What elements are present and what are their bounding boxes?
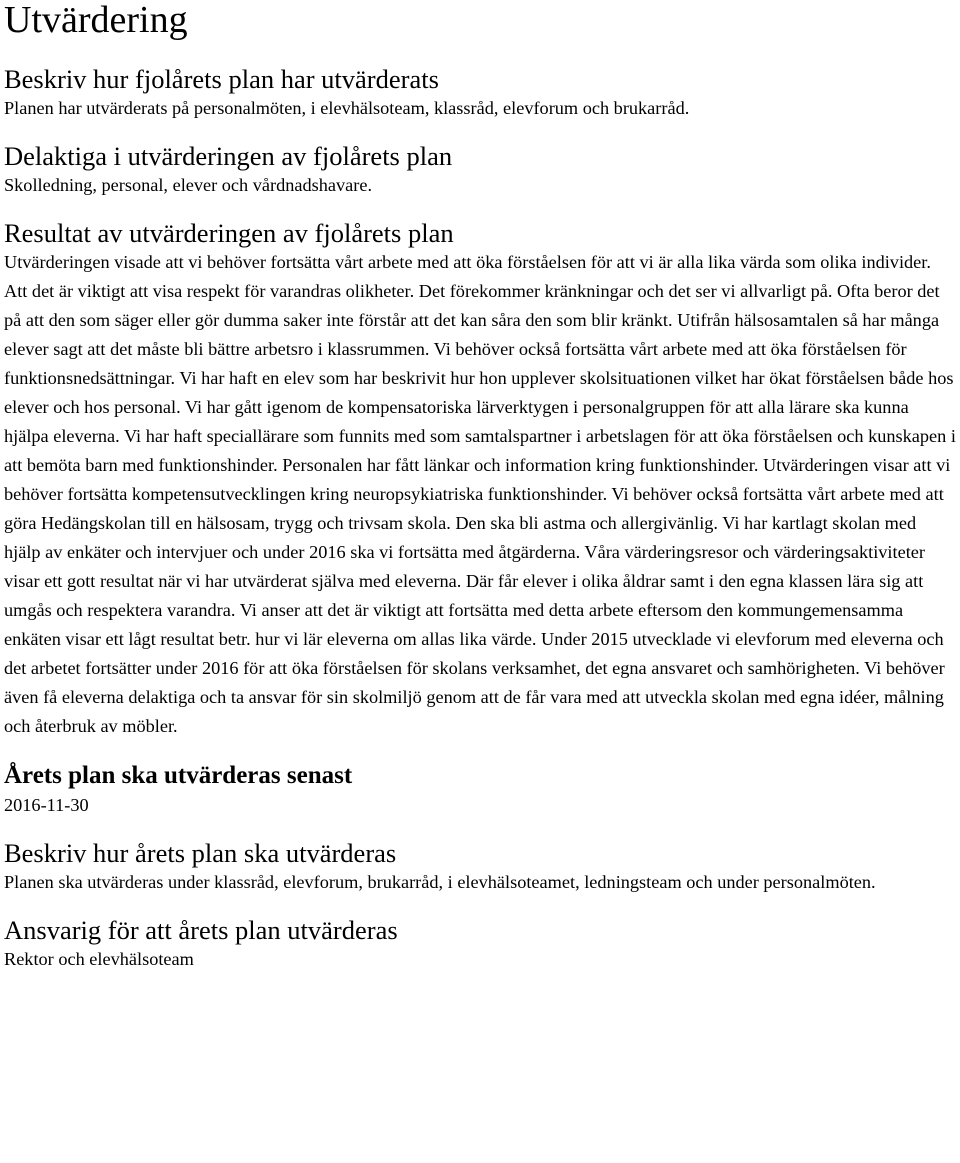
section-text-participants: Skolledning, personal, elever och vårdnadshavare. (4, 175, 373, 195)
section-heading-results: Resultat av utvärderingen av fjolårets plan (4, 218, 454, 248)
spacer (4, 741, 956, 761)
section-deadline (4, 761, 956, 820)
section-heading-plan-method: Beskriv hur årets plan ska utvärderas (4, 838, 397, 868)
section-text-deadline: 2016-11-30 (4, 795, 89, 815)
section-responsible (4, 915, 956, 974)
section-text-results: Utvärderingen visade att vi behöver fortsätta vårt arbete med att öka förståelsen för att vi är alla lika värda som olika individer. Att det är viktigt att visa respekt för varandras olikheter. Det förekommer kränkningar och det ser vi allvarligt på. Ofta beror det på att den som säger eller gör dumma saker inte förstår att det kan såra den som blir kränkt. Utifrån hälsosamtalen så har många elever sagt att det måste bli bättre arbetsro i klassrummen. Vi behöver också fortsätta vårt arbete med att öka förståelsen för funktionsnedsättningar. Vi har haft en elev som har beskrivit hur hon upplever skolsituationen vilket har ökat förståelsen både hos elever och hos personal. Vi har gått igenom de kompensatoriska lärverktygen i personalgruppen för att alla lärare ska kunna hjälpa eleverna. Vi har haft speciallärare som funnits med som samtalspartner i arbetslagen för att öka förståelsen och kunskapen i att bemöta barn med funktionshinder. Personalen har fått länkar och information kring funktionshinder. Utvärderingen visar att vi behöver fortsätta kompetensutvecklingen kring neuropsykiatriska funktionshinder. Vi behöver också fortsätta vårt arbete med att göra Hedängskolan till en hälsosam, trygg och trivsam skola. Den ska bli astma och allergivänlig. Vi har kartlagt skolan med hjälp av enkäter och intervjuer och under 2016 ska vi fortsätta med åtgärderna. Våra värderingsresor och värderingsaktiviteter visar ett gott resultat när vi har utvärderat själva med eleverna. Där får elever i olika åldrar samt i den egna klassen lära sig att umgås och respektera varandra. Vi anser att det är viktigt att fortsätta med detta arbete eftersom den kommungemensamma enkäten visar ett lågt resultat betr. hur vi lär eleverna om allas lika värde. Under 2015 utvecklade vi elevforum med eleverna och det arbetet fortsätter under 2016 för att öka förståelsen för skolans verksamhet, det egna ansvaret och samhörigheten. Vi behöver även få eleverna delaktiga och ta ansvar för sin skolmiljö genom att de får vara med att utveckla skolan med egna idéer, målning och återbruk av möbler. (4, 252, 956, 736)
section-evaluation-method (4, 64, 956, 123)
section-heading-evaluation-method: Beskriv hur fjolårets plan har utvärderats (4, 64, 439, 94)
section-heading-responsible: Ansvarig för att årets plan utvärderas (4, 915, 398, 945)
section-text-plan-method: Planen ska utvärderas under klassråd, elevforum, brukarråd, i elevhälsoteamet, ledningsteam och under personalmöten. (4, 872, 876, 892)
section-results (4, 218, 956, 741)
spacer (4, 897, 956, 915)
section-participants (4, 141, 956, 200)
section-plan-method (4, 838, 956, 897)
page-title: Utvärdering (4, 0, 188, 41)
spacer (4, 820, 956, 838)
spacer (4, 40, 956, 64)
spacer (4, 200, 956, 218)
section-heading-participants: Delaktiga i utvärderingen av fjolårets plan (4, 141, 453, 171)
section-heading-deadline: Årets plan ska utvärderas senast (4, 762, 353, 789)
section-text-responsible: Rektor och elevhälsoteam (4, 949, 194, 969)
spacer (4, 123, 956, 141)
section-text-evaluation-method: Planen har utvärderats på personalmöten, i elevhälsoteam, klassråd, elevforum och brukarråd. (4, 98, 690, 118)
